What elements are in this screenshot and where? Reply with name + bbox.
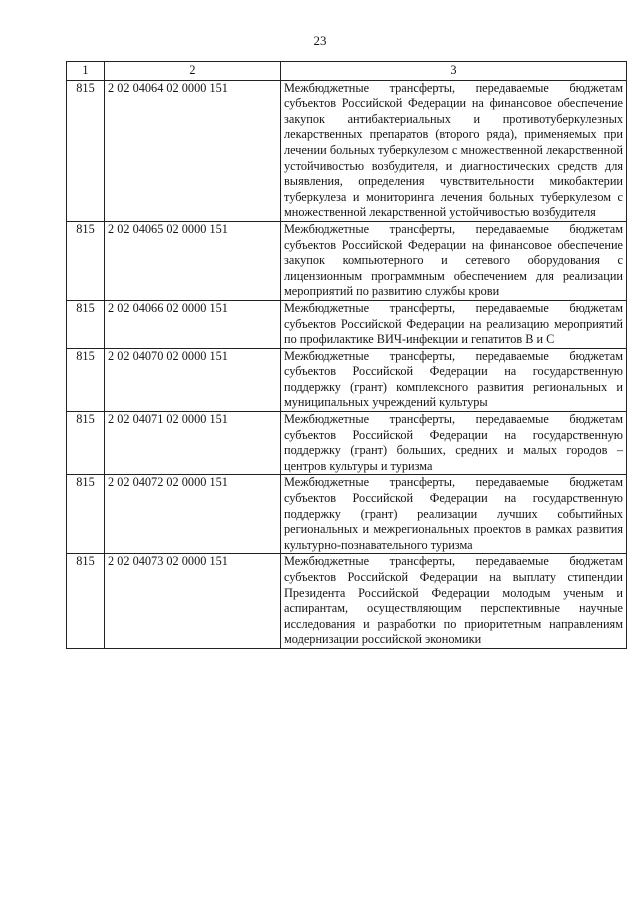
table-row	[67, 348, 627, 411]
page-number: 23	[313, 33, 327, 48]
description-cell: Межбюджетные трансферты, передаваемые бюджетам субъектов Российской Федерации на финансовое обеспечение закупок компьютерного и сетевого оборудования с лицензионным программным обеспечением для реализации мероприятий по развитию службы крови	[281, 221, 627, 300]
budget-code-cell: 2 02 04070 02 0000 151	[105, 348, 281, 411]
admin-code-cell: 815	[67, 554, 105, 649]
column-header-3: 3	[281, 62, 627, 81]
budget-codes-table	[66, 61, 627, 649]
table-row	[67, 300, 627, 348]
admin-code-cell: 815	[67, 412, 105, 475]
admin-code-cell: 815	[67, 80, 105, 221]
description-cell: Межбюджетные трансферты, передаваемые бюджетам субъектов Российской Федерации на государственную поддержку (грант) больших, средних и малых городов – центров культуры и туризма	[281, 412, 627, 475]
table-row	[67, 412, 627, 475]
description-cell: Межбюджетные трансферты, передаваемые бюджетам субъектов Российской Федерации на финансовое обеспечение закупок антибактериальных и противотуберкулезных лекарственных препаратов (второго ряда), применяемых при лечении больных туберкулезом с множественной лекарственной устойчивостью возбудителя, и диагностических средств для выявления, определения чувствительности микобактерии туберкулеза и мониторинга лечения больных туберкулезом с множественной лекарственной устойчивостью возбудителя	[281, 80, 627, 221]
description-cell: Межбюджетные трансферты, передаваемые бюджетам субъектов Российской Федерации на реализацию мероприятий по профилактике ВИЧ-инфекции и гепатитов В и С	[281, 300, 627, 348]
admin-code-cell: 815	[67, 221, 105, 300]
description-cell: Межбюджетные трансферты, передаваемые бюджетам субъектов Российской Федерации на государственную поддержку (грант) комплексного развития региональных и муниципальных учреждений культуры	[281, 348, 627, 411]
column-header-2: 2	[105, 62, 281, 81]
budget-code-cell: 2 02 04064 02 0000 151	[105, 80, 281, 221]
admin-code-cell: 815	[67, 348, 105, 411]
table-row	[67, 221, 627, 300]
column-header-1: 1	[67, 62, 105, 81]
budget-code-cell: 2 02 04065 02 0000 151	[105, 221, 281, 300]
table-row	[67, 554, 627, 649]
budget-code-cell: 2 02 04073 02 0000 151	[105, 554, 281, 649]
description-cell: Межбюджетные трансферты, передаваемые бюджетам субъектов Российской Федерации на государственную поддержку (грант) реализации лучших событийных региональных и межрегиональных проектов в рамках развития культурно-познавательного туризма	[281, 475, 627, 554]
table-header-row	[67, 62, 627, 81]
admin-code-cell: 815	[67, 300, 105, 348]
table-row	[67, 475, 627, 554]
admin-code-cell: 815	[67, 475, 105, 554]
budget-code-cell: 2 02 04071 02 0000 151	[105, 412, 281, 475]
table-row	[67, 80, 627, 221]
description-cell: Межбюджетные трансферты, передаваемые бюджетам субъектов Российской Федерации на выплату стипендии Президента Российской Федерации молодым ученым и аспирантам, осуществляющим перспективные научные исследования и разработки по приоритетным направлениям модернизации российской экономики	[281, 554, 627, 649]
budget-code-cell: 2 02 04066 02 0000 151	[105, 300, 281, 348]
budget-code-cell: 2 02 04072 02 0000 151	[105, 475, 281, 554]
